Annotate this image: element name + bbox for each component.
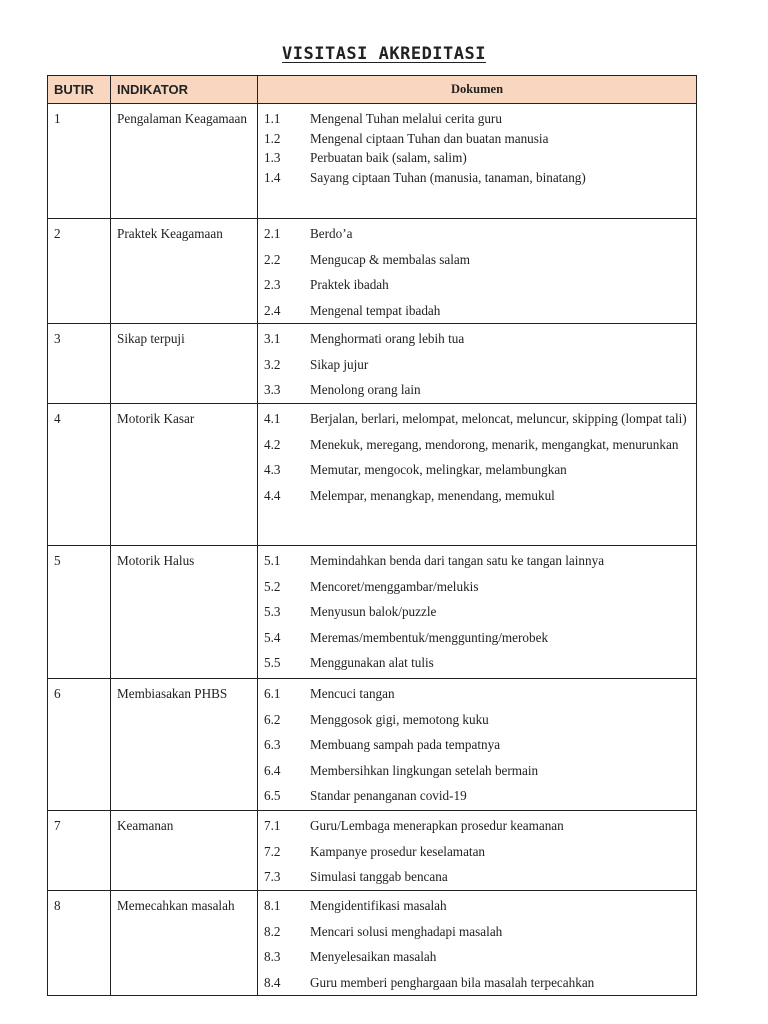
dokumen-cell [258,891,697,996]
dokumen-item-text: Sikap jujur [310,356,369,372]
dokumen-item-text: Guru/Lembaga menerapkan prosedur keamanan [310,818,564,833]
dokumen-cell [258,324,697,404]
dokumen-item-text: Menggunakan alat tulis [310,655,434,670]
page-title [0,44,768,64]
dokumen-item-text: Mencuci tangan [310,686,395,701]
dokumen-item-text: Kampanye prosedur keselamatan [310,843,486,859]
dokumen-item [264,973,690,993]
header-indikator: INDIKATOR [111,76,258,104]
dokumen-cell [258,811,697,891]
table-row [48,104,697,219]
dokumen-item-number: 8.3 [264,949,281,964]
dokumen-item [264,867,690,887]
dokumen-item-number: 7.2 [264,843,281,859]
dokumen-item-text: Berdo’a [310,226,353,241]
dokumen-item [264,602,690,622]
dokumen-cell [258,679,697,811]
dokumen-item [264,224,690,244]
dokumen-item [264,329,690,349]
indikator-cell: Praktek Keagamaan [111,219,258,324]
dokumen-item-number: 3.2 [264,356,281,372]
dokumen-item [264,816,690,836]
dokumen-item-number: 1.4 [264,169,281,185]
dokumen-item [264,922,690,942]
table-row [48,679,697,811]
dokumen-item [264,947,690,967]
dokumen-item [264,896,690,916]
dokumen-item-number: 1.1 [264,111,281,126]
butir-cell: 8 [48,891,111,996]
dokumen-item [264,435,690,455]
dokumen-item [264,380,690,400]
dokumen-item-number: 4.2 [264,436,281,452]
dokumen-item-number: 8.1 [264,898,281,913]
indikator-cell: Keamanan [111,811,258,891]
dokumen-item-number: 5.3 [264,604,281,619]
dokumen-item-text: Membuang sampah pada tempatnya [310,737,501,752]
header-dokumen: Dokumen [258,76,697,104]
dokumen-item-text: Standar penanganan covid-19 [310,788,467,803]
dokumen-item-text: Praktek ibadah [310,277,389,292]
dokumen-item [264,168,690,188]
dokumen-item-number: 6.1 [264,686,281,701]
butir-cell: 5 [48,546,111,679]
dokumen-item-number: 1.2 [264,130,281,146]
accreditation-table [47,75,697,996]
dokumen-item-number: 4.4 [264,487,281,503]
dokumen-item-text: Mengidentifikasi masalah [310,898,447,913]
dokumen-item-number: 5.4 [264,629,281,645]
dokumen-item-number: 6.5 [264,788,281,803]
dokumen-item-text: Mengucap & membalas salam [310,251,471,267]
table-row [48,404,697,546]
butir-cell: 4 [48,404,111,546]
dokumen-item-number: 6.4 [264,762,281,778]
dokumen-item-number: 5.2 [264,578,281,594]
dokumen-item [264,275,690,295]
dokumen-item-number: 2.4 [264,302,281,318]
header-butir: BUTIR [48,76,111,104]
dokumen-item-text: Menyelesaikan masalah [310,949,437,964]
dokumen-item-number: 8.4 [264,974,281,990]
butir-cell: 1 [48,104,111,219]
dokumen-item [264,129,690,149]
dokumen-item [264,355,690,375]
dokumen-cell [258,546,697,679]
dokumen-item-number: 2.3 [264,277,281,292]
dokumen-item-number: 5.1 [264,553,281,568]
indikator-cell: Motorik Kasar [111,404,258,546]
dokumen-item-text: Memindahkan benda dari tangan satu ke tangan lainnya [310,553,605,568]
table-row [48,891,697,996]
dokumen-item-text: Mencari solusi menghadapi masalah [310,923,503,939]
dokumen-item-number: 3.1 [264,331,281,346]
dokumen-item-text: Melempar, menangkap, menendang, memukul [310,487,555,503]
dokumen-cell [258,219,697,324]
dokumen-item-text: Menolong orang lain [310,382,421,397]
dokumen-item-text: Simulasi tanggab bencana [310,869,448,884]
page-title-text: VISITASI AKREDITASI [282,44,486,64]
dokumen-item [264,761,690,781]
dokumen-item [264,735,690,755]
indikator-cell: Pengalaman Keagamaan [111,104,258,219]
dokumen-item-text: Menekuk, meregang, mendorong, menarik, mengangkat, menurunkan [310,436,679,452]
table-row [48,811,697,891]
butir-cell: 7 [48,811,111,891]
indikator-cell: Memecahkan masalah [111,891,258,996]
dokumen-item [264,148,690,168]
indikator-cell: Membiasakan PHBS [111,679,258,811]
dokumen-item-text: Menyusun balok/puzzle [310,604,437,619]
dokumen-item-number: 2.1 [264,226,281,241]
dokumen-item-text: Membersihkan lingkungan setelah bermain [310,762,539,778]
dokumen-item [264,460,690,480]
dokumen-item-number: 7.1 [264,818,281,833]
dokumen-item-text: Meremas/membentuk/menggunting/merobek [310,629,549,645]
dokumen-item-number: 1.3 [264,150,281,165]
dokumen-item [264,628,690,648]
dokumen-item-number: 4.3 [264,462,281,477]
table-row [48,546,697,679]
dokumen-item [264,842,690,862]
dokumen-item-number: 6.2 [264,711,281,727]
table-body [48,104,697,996]
butir-cell: 2 [48,219,111,324]
dokumen-item-text: Menggosok gigi, memotong kuku [310,711,489,727]
dokumen-item-text: Menghormati orang lebih tua [310,331,465,346]
dokumen-item [264,786,690,806]
dokumen-item-text: Mengenal tempat ibadah [310,302,441,318]
dokumen-item [264,486,690,506]
dokumen-cell [258,404,697,546]
dokumen-item [264,577,690,597]
dokumen-item-number: 5.5 [264,655,281,670]
dokumen-item-number: 3.3 [264,382,281,397]
dokumen-item [264,684,690,704]
table-header-row [48,76,697,104]
table-row [48,324,697,404]
table-row [48,219,697,324]
dokumen-item [264,250,690,270]
dokumen-item [264,710,690,730]
dokumen-item-text: Mengenal ciptaan Tuhan dan buatan manusia [310,130,549,146]
dokumen-item-text: Perbuatan baik (salam, salim) [310,150,467,165]
dokumen-item [264,551,690,571]
dokumen-item-number: 8.2 [264,923,281,939]
dokumen-cell [258,104,697,219]
dokumen-item-number: 4.1 [264,411,281,426]
butir-cell: 3 [48,324,111,404]
dokumen-item-number: 7.3 [264,869,281,884]
indikator-cell: Sikap terpuji [111,324,258,404]
dokumen-item-text: Berjalan, berlari, melompat, meloncat, meluncur, skipping (lompat tali) [310,411,687,426]
dokumen-item [264,653,690,673]
dokumen-item-number: 6.3 [264,737,281,752]
dokumen-item-number: 2.2 [264,251,281,267]
dokumen-item-text: Guru memberi penghargaan bila masalah terpecahkan [310,974,595,990]
dokumen-item [264,109,690,129]
dokumen-item-text: Memutar, mengocok, melingkar, melambungkan [310,462,567,477]
indikator-cell: Motorik Halus [111,546,258,679]
dokumen-item-text: Sayang ciptaan Tuhan (manusia, tanaman, binatang) [310,169,586,185]
dokumen-item-text: Mengenal Tuhan melalui cerita guru [310,111,502,126]
dokumen-item [264,409,690,429]
dokumen-item-text: Mencoret/menggambar/melukis [310,578,479,594]
butir-cell: 6 [48,679,111,811]
dokumen-item [264,301,690,321]
